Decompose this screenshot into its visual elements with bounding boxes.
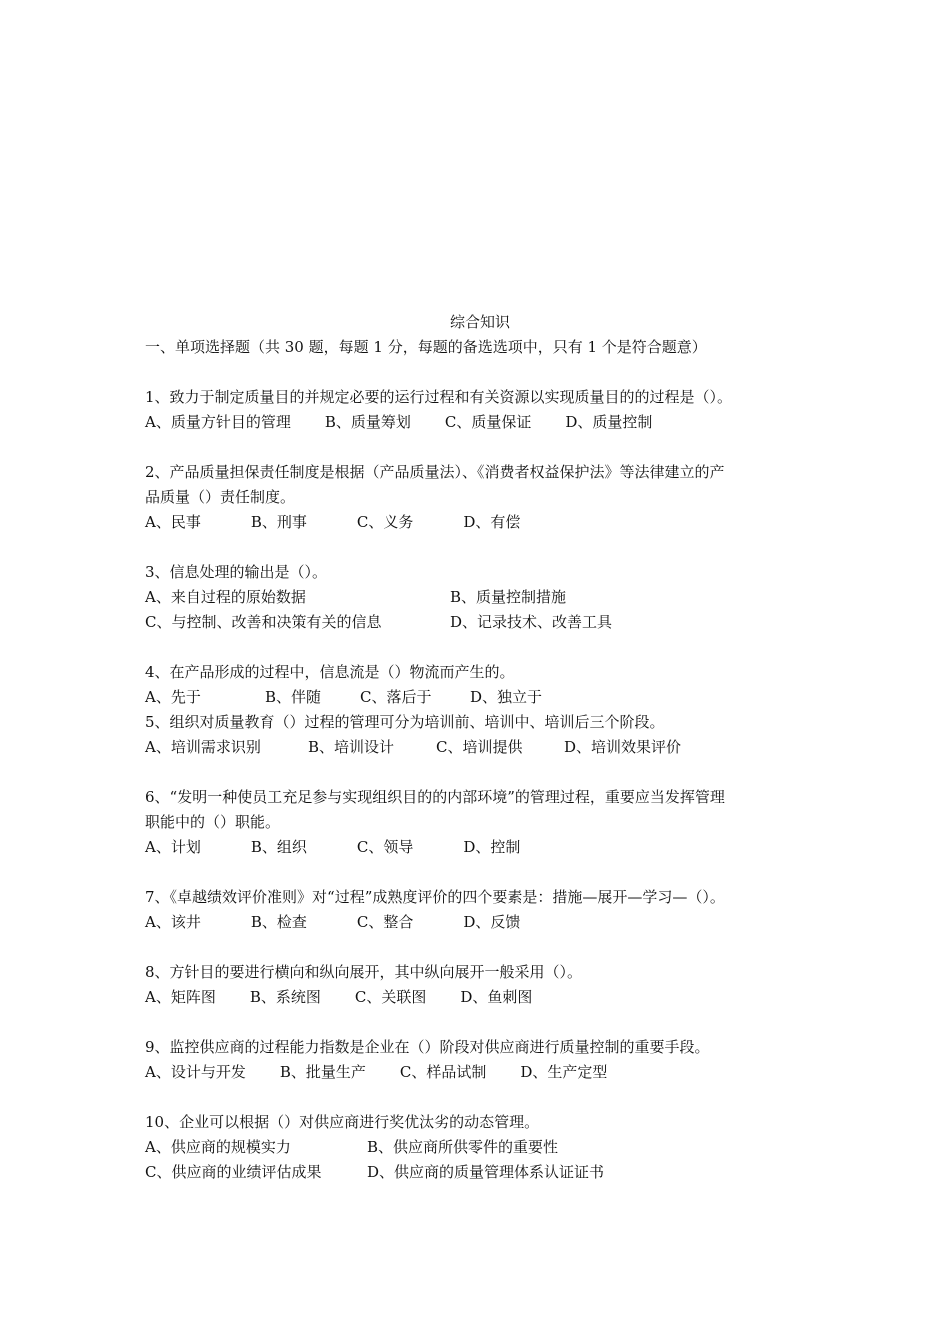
option-c: C、培训提供 <box>436 738 523 756</box>
question-stem-cont: 品质量（）责任制度。 <box>145 488 296 506</box>
question-stem: 8、方针目的要进行横向和纵向展开，其中纵向展开一般采用（）。 <box>145 963 583 981</box>
option-a: A、该井 <box>145 913 201 931</box>
option-a: A、矩阵图 <box>145 988 216 1006</box>
option-d: D、生产定型 <box>520 1063 608 1081</box>
option-c: C、领导 <box>356 838 414 856</box>
question-6 <box>145 785 825 860</box>
option-b: B、供应商所供零件的重要性 <box>367 1138 559 1156</box>
question-stem: 3、信息处理的输出是（）。 <box>145 563 328 581</box>
option-b: B、组织 <box>250 838 307 856</box>
option-b: B、系统图 <box>249 988 321 1006</box>
question-stem-cont: 职能中的（）职能。 <box>145 813 281 831</box>
question-9 <box>145 1035 825 1085</box>
option-d: D、控制 <box>463 838 521 856</box>
options <box>145 510 825 535</box>
option-c: C、质量保证 <box>444 413 532 431</box>
section-heading: 一、单项选择题（共 30 题，每题 1 分，每题的备选选项中，只有 1 个是符合题意） <box>145 338 707 356</box>
option-c: C、与控制、改善和决策有关的信息 <box>145 613 382 631</box>
options <box>145 685 825 710</box>
doc-title: 综合知识 <box>449 313 510 331</box>
option-d: D、质量控制 <box>565 413 653 431</box>
option-d: D、记录技术、改善工具 <box>450 613 613 631</box>
option-d: D、供应商的质量管理体系认证证书 <box>367 1163 605 1181</box>
options <box>145 835 825 860</box>
options <box>145 985 825 1010</box>
option-d: D、独立于 <box>470 688 543 706</box>
question-stem: 5、组织对质量教育（）过程的管理可分为培训前、培训中、培训后三个阶段。 <box>145 713 665 731</box>
option-d: D、反馈 <box>463 913 521 931</box>
option-b: B、伴随 <box>265 688 322 706</box>
option-b: B、检查 <box>250 913 307 931</box>
question-stem: 2、产品质量担保责任制度是根据（产品质量法）、《消费者权益保护法》等法律建立的产 <box>145 463 725 481</box>
question-stem: 9、监控供应商的过程能力指数是企业在（）阶段对供应商进行质量控制的重要手段。 <box>145 1038 710 1056</box>
option-c: C、关联图 <box>354 988 427 1006</box>
option-a: A、先于 <box>145 688 201 706</box>
question-7 <box>145 885 825 935</box>
document-page <box>145 310 825 1185</box>
options <box>145 1060 825 1085</box>
option-a: A、设计与开发 <box>145 1063 246 1081</box>
option-c: C、落后于 <box>360 688 432 706</box>
option-c: C、整合 <box>356 913 414 931</box>
question-4 <box>145 660 825 710</box>
option-d: D、鱼刺图 <box>460 988 533 1006</box>
options-row-1 <box>145 585 825 610</box>
option-a: A、培训需求识别 <box>145 738 261 756</box>
question-10 <box>145 1110 825 1185</box>
options <box>145 735 825 760</box>
question-stem: 4、在产品形成的过程中，信息流是（）物流而产生的。 <box>145 663 515 681</box>
option-a: A、来自过程的原始数据 <box>145 588 306 606</box>
question-stem: 1、致力于制定质量目的并规定必要的运行过程和有关资源以实现质量目的的过程是（）。 <box>145 388 733 406</box>
options-row-1 <box>145 1135 825 1160</box>
option-b: B、批量生产 <box>279 1063 366 1081</box>
question-stem: 7、《卓越绩效评价准则》对“过程”成熟度评价的四个要素是：措施—展开—学习—（）。 <box>145 888 725 906</box>
question-stem: 6、“发明一种使员工充足参与实现组织目的的内部环境”的管理过程，重要应当发挥管理 <box>145 788 725 806</box>
option-b: B、质量控制措施 <box>450 588 567 606</box>
options-row-2 <box>145 1160 825 1185</box>
option-c: C、供应商的业绩评估成果 <box>145 1163 322 1181</box>
options-row-2 <box>145 610 825 635</box>
options <box>145 910 825 935</box>
options <box>145 410 825 435</box>
option-c: C、义务 <box>356 513 414 531</box>
option-d: D、有偿 <box>463 513 521 531</box>
question-2 <box>145 460 825 535</box>
option-c: C、样品试制 <box>399 1063 487 1081</box>
option-a: A、民事 <box>145 513 201 531</box>
option-b: B、质量筹划 <box>324 413 411 431</box>
option-a: A、计划 <box>145 838 201 856</box>
question-5 <box>145 710 825 760</box>
option-b: B、培训设计 <box>308 738 395 756</box>
question-stem: 10、企业可以根据（）对供应商进行奖优汰劣的动态管理。 <box>145 1113 540 1131</box>
option-a: A、质量方针目的管理 <box>145 413 291 431</box>
question-1 <box>145 385 825 435</box>
question-3 <box>145 560 825 635</box>
option-a: A、供应商的规模实力 <box>145 1138 291 1156</box>
question-8 <box>145 960 825 1010</box>
option-b: B、刑事 <box>250 513 307 531</box>
option-d: D、培训效果评价 <box>564 738 682 756</box>
